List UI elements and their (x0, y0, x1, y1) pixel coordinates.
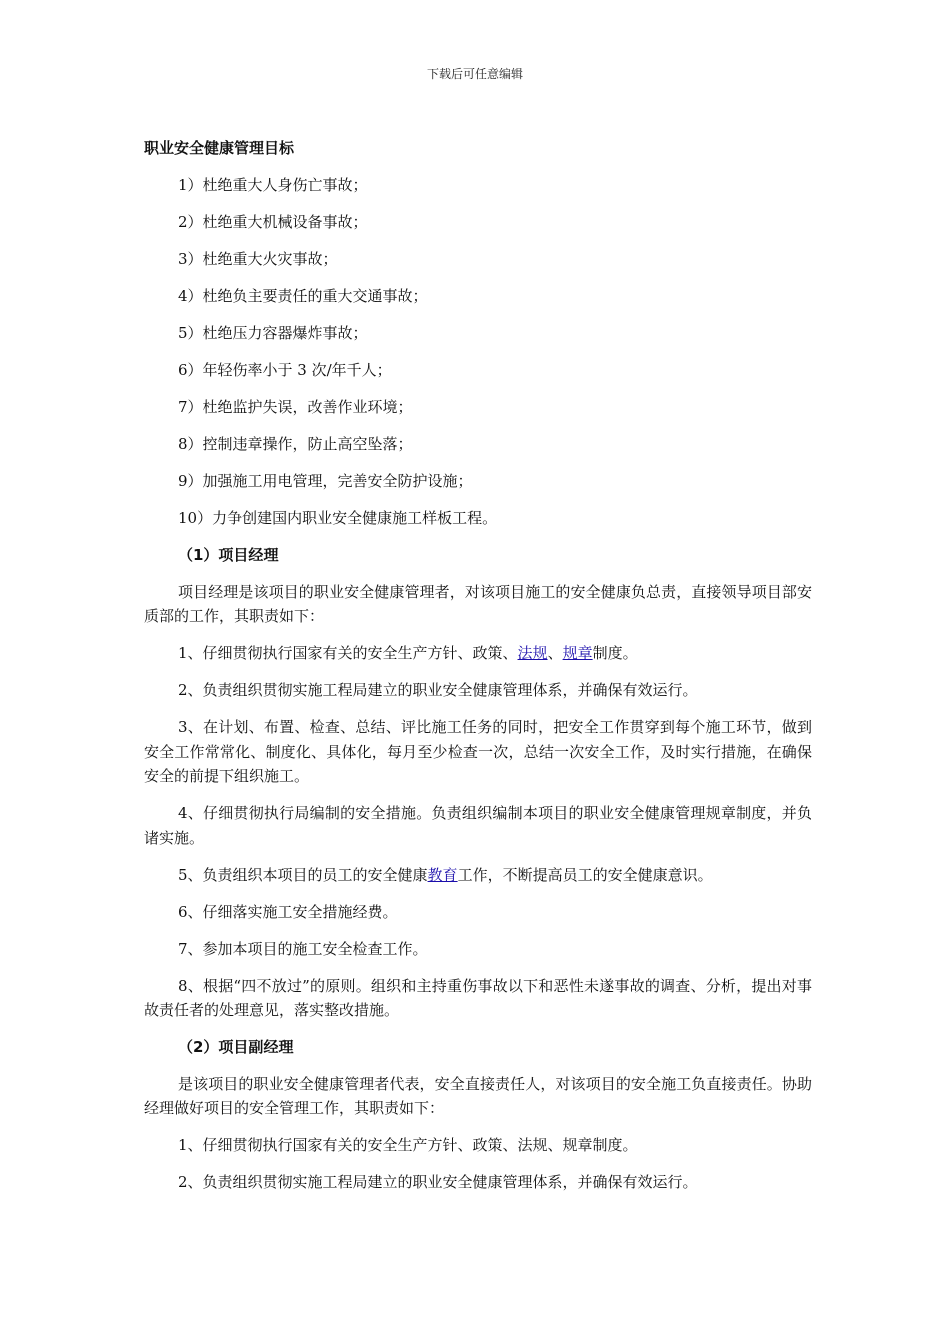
separator-text: 、 (547, 644, 563, 662)
goal-item: 9）加强施工用电管理，完善安全防护设施； (178, 472, 473, 490)
duty-item (144, 863, 812, 888)
section-heading-project-manager: （1）项目经理 (178, 546, 279, 564)
goal-item: 1）杜绝重大人身伤亡事故； (178, 176, 368, 194)
goal-item: 10）力争创建国内职业安全健康施工样板工程。 (178, 509, 498, 527)
duty-item: 6、仔细落实施工安全措施经费。 (178, 902, 398, 921)
duty-item: 2、负责组织贯彻实施工程局建立的职业安全健康管理体系，并确保有效运行。 (178, 1173, 698, 1191)
goal-item: 4）杜绝负主要责任的重大交通事故； (178, 287, 428, 305)
duty-item: 7、参加本项目的施工安全检查工作。 (178, 939, 428, 958)
section-intro: 项目经理是该项目的职业安全健康管理者，对该项目施工的安全健康负总责，直接领导项目部安质部的工作，其职责如下： (144, 582, 812, 625)
duty-item: 8、根据“四不放过”的原则。组织和主持重伤事故以下和恶性未遂事故的调查、分析，提出对事故责任者的处理意见，落实整改措施。 (144, 976, 812, 1019)
duty-text: 制度。 (592, 644, 638, 662)
duty-item: 2、负责组织贯彻实施工程局建立的职业安全健康管理体系，并确保有效运行。 (178, 681, 698, 699)
duty-text: 5、负责组织本项目的员工的安全健康 (178, 865, 428, 884)
duty-item (144, 641, 812, 666)
rules-link[interactable]: 规章 (562, 644, 593, 662)
duty-item: 4、仔细贯彻执行局编制的安全措施。负责组织编制本项目的职业安全健康管理规章制度，并负诸实施。 (144, 804, 812, 847)
goal-item: 7）杜绝监护失误，改善作业环境； (178, 398, 413, 416)
duty-item: 3、在计划、布置、检查、总结、评比施工任务的同时，把安全工作贯穿到每个施工环节，做到安全工作常常化、制度化、具体化，每月至少检查一次，总结一次安全工作，及时实行措施，在确保安全的前提下组织施工。 (144, 718, 812, 785)
goal-item: 6）年轻伤率小于 3 次/年千人； (178, 361, 392, 379)
section-heading-deputy-manager: （2）项目副经理 (178, 1038, 294, 1056)
duty-text: 工作，不断提高员工的安全健康意识。 (457, 865, 713, 884)
goal-item: 3）杜绝重大火灾事故； (178, 250, 338, 268)
education-link[interactable]: 教育 (427, 865, 458, 884)
goal-item: 2）杜绝重大机械设备事故； (178, 213, 368, 231)
document-body (144, 136, 812, 1207)
goal-item: 8）控制违章操作，防止高空坠落； (178, 435, 413, 453)
regulations-link[interactable]: 法规 (517, 644, 548, 662)
duty-text: 1、仔细贯彻执行国家有关的安全生产方针、政策、 (178, 644, 518, 662)
duty-item: 1、仔细贯彻执行国家有关的安全生产方针、政策、法规、规章制度。 (178, 1136, 638, 1154)
page-header: 下载后可任意编辑 (426, 67, 523, 81)
section-intro: 是该项目的职业安全健康管理者代表，安全直接责任人，对该项目的安全施工负直接责任。协助经理做好项目的安全管理工作，其职责如下： (144, 1074, 812, 1117)
document-title: 职业安全健康管理目标 (144, 139, 295, 157)
goal-item: 5）杜绝压力容器爆炸事故； (178, 324, 368, 342)
